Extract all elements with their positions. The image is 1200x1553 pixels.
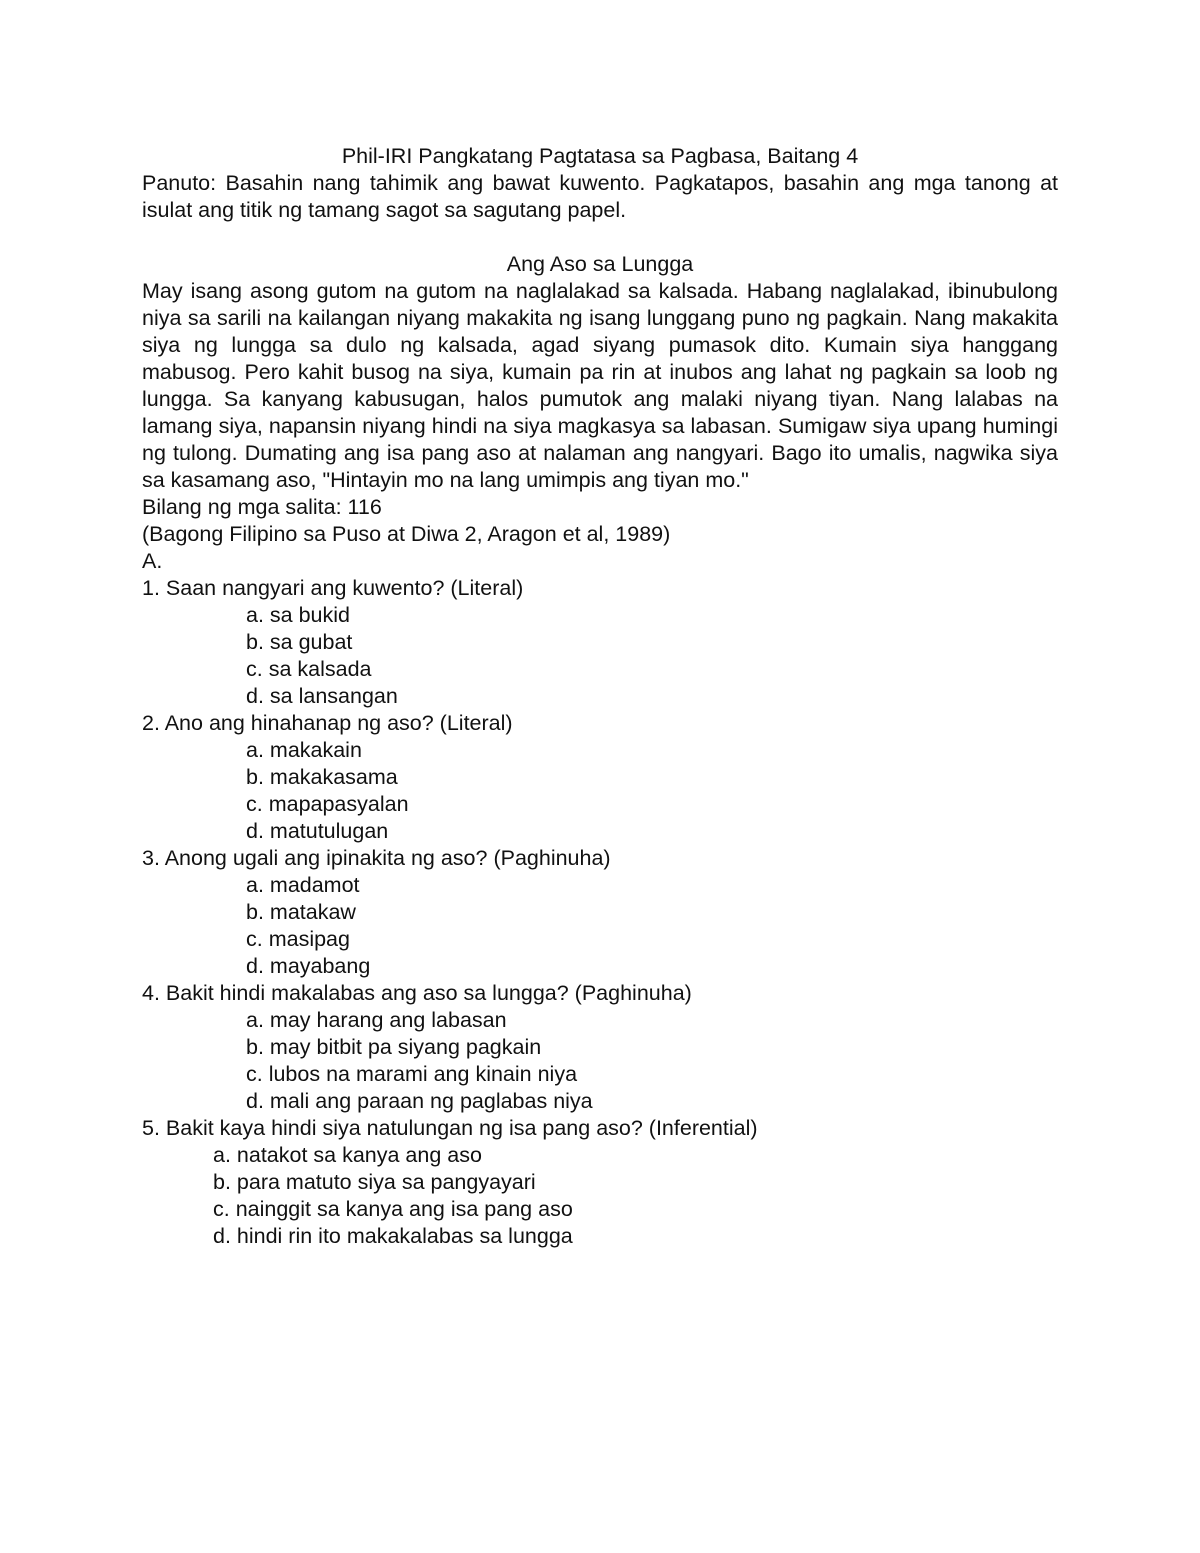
answer-choice: c. lubos na marami ang kinain niya bbox=[246, 1062, 578, 1086]
question-text: 2. Ano ang hinahanap ng aso? (Literal) bbox=[142, 711, 513, 735]
question bbox=[142, 575, 1058, 710]
answer-choice: b. makakasama bbox=[246, 765, 398, 789]
answer-choice: a. may harang ang labasan bbox=[246, 1008, 507, 1032]
answer-choice: b. para matuto siya sa pangyayari bbox=[213, 1170, 536, 1194]
answer-choice: c. mapapasyalan bbox=[246, 792, 409, 816]
answer-choice: a. makakain bbox=[246, 738, 362, 762]
answer-choice: a. madamot bbox=[246, 873, 360, 897]
story-source: (Bagong Filipino sa Puso at Diwa 2, Aragon et al, 1989) bbox=[142, 522, 671, 546]
question-text: 3. Anong ugali ang ipinakita ng aso? (Paghinuha) bbox=[142, 846, 611, 870]
question-text: 4. Bakit hindi makalabas ang aso sa lungga? (Paghinuha) bbox=[142, 981, 692, 1005]
answer-choice: d. hindi rin ito makakalabas sa lungga bbox=[213, 1224, 573, 1248]
answer-choice: d. sa lansangan bbox=[246, 684, 398, 708]
document-page bbox=[142, 143, 1058, 1250]
section-label: A. bbox=[142, 549, 163, 573]
instructions: Panuto: Basahin nang tahimik ang bawat kuwento. Pagkatapos, basahin ang mga tanong at isulat ang titik ng tamang sagot sa sagutang papel. bbox=[142, 171, 1058, 222]
story-body: May isang asong gutom na gutom na naglalakad sa kalsada. Habang naglalakad, ibinubulong niya sa sarili na kailangan niyang makakita ng isang lunggang puno ng pagkain. Nang makakita siya ng lungga sa dulo ng kalsada, agad siyang pumasok dito. Kumain siya hanggang mabusog. Pero kahit busog na siya, kumain pa rin at inubos ang lahat ng pagkain sa loob ng lungga. Sa kanyang kabusugan, halos pumutok ang malaki niyang tiyan. Nang lalabas na lamang siya, napansin niyang hindi na siya magkasya sa labasan. Sumigaw siya upang humingi ng tulong. Dumating ang isa pang aso at nalaman ang nangyari. Bago ito umalis, nagwika siya sa kasamang aso, "Hintayin mo na lang umimpis ang tiyan mo." bbox=[142, 279, 1058, 492]
spacer bbox=[142, 224, 1058, 251]
answer-choice: c. sa kalsada bbox=[246, 657, 372, 681]
question bbox=[142, 845, 1058, 980]
answer-choice: c. masipag bbox=[246, 927, 350, 951]
answer-choice: b. may bitbit pa siyang pagkain bbox=[246, 1035, 542, 1059]
word-count: Bilang ng mga salita: 116 bbox=[142, 495, 382, 519]
answer-choice: a. sa bukid bbox=[246, 603, 350, 627]
answer-choice: b. sa gubat bbox=[246, 630, 353, 654]
question bbox=[142, 980, 1058, 1115]
answer-choice: b. matakaw bbox=[246, 900, 356, 924]
answer-choice: a. natakot sa kanya ang aso bbox=[213, 1143, 482, 1167]
question-text: 5. Bakit kaya hindi siya natulungan ng isa pang aso? (Inferential) bbox=[142, 1116, 758, 1140]
answer-choice: d. mayabang bbox=[246, 954, 371, 978]
story-title: Ang Aso sa Lungga bbox=[506, 252, 694, 276]
answer-choice: d. matutulugan bbox=[246, 819, 389, 843]
question bbox=[142, 1115, 1058, 1250]
answer-choice: d. mali ang paraan ng paglabas niya bbox=[246, 1089, 593, 1113]
question bbox=[142, 710, 1058, 845]
question-text: 1. Saan nangyari ang kuwento? (Literal) bbox=[142, 576, 524, 600]
answer-choice: c. nainggit sa kanya ang isa pang aso bbox=[213, 1197, 573, 1221]
document-title: Phil-IRI Pangkatang Pagtatasa sa Pagbasa, Baitang 4 bbox=[341, 144, 859, 168]
